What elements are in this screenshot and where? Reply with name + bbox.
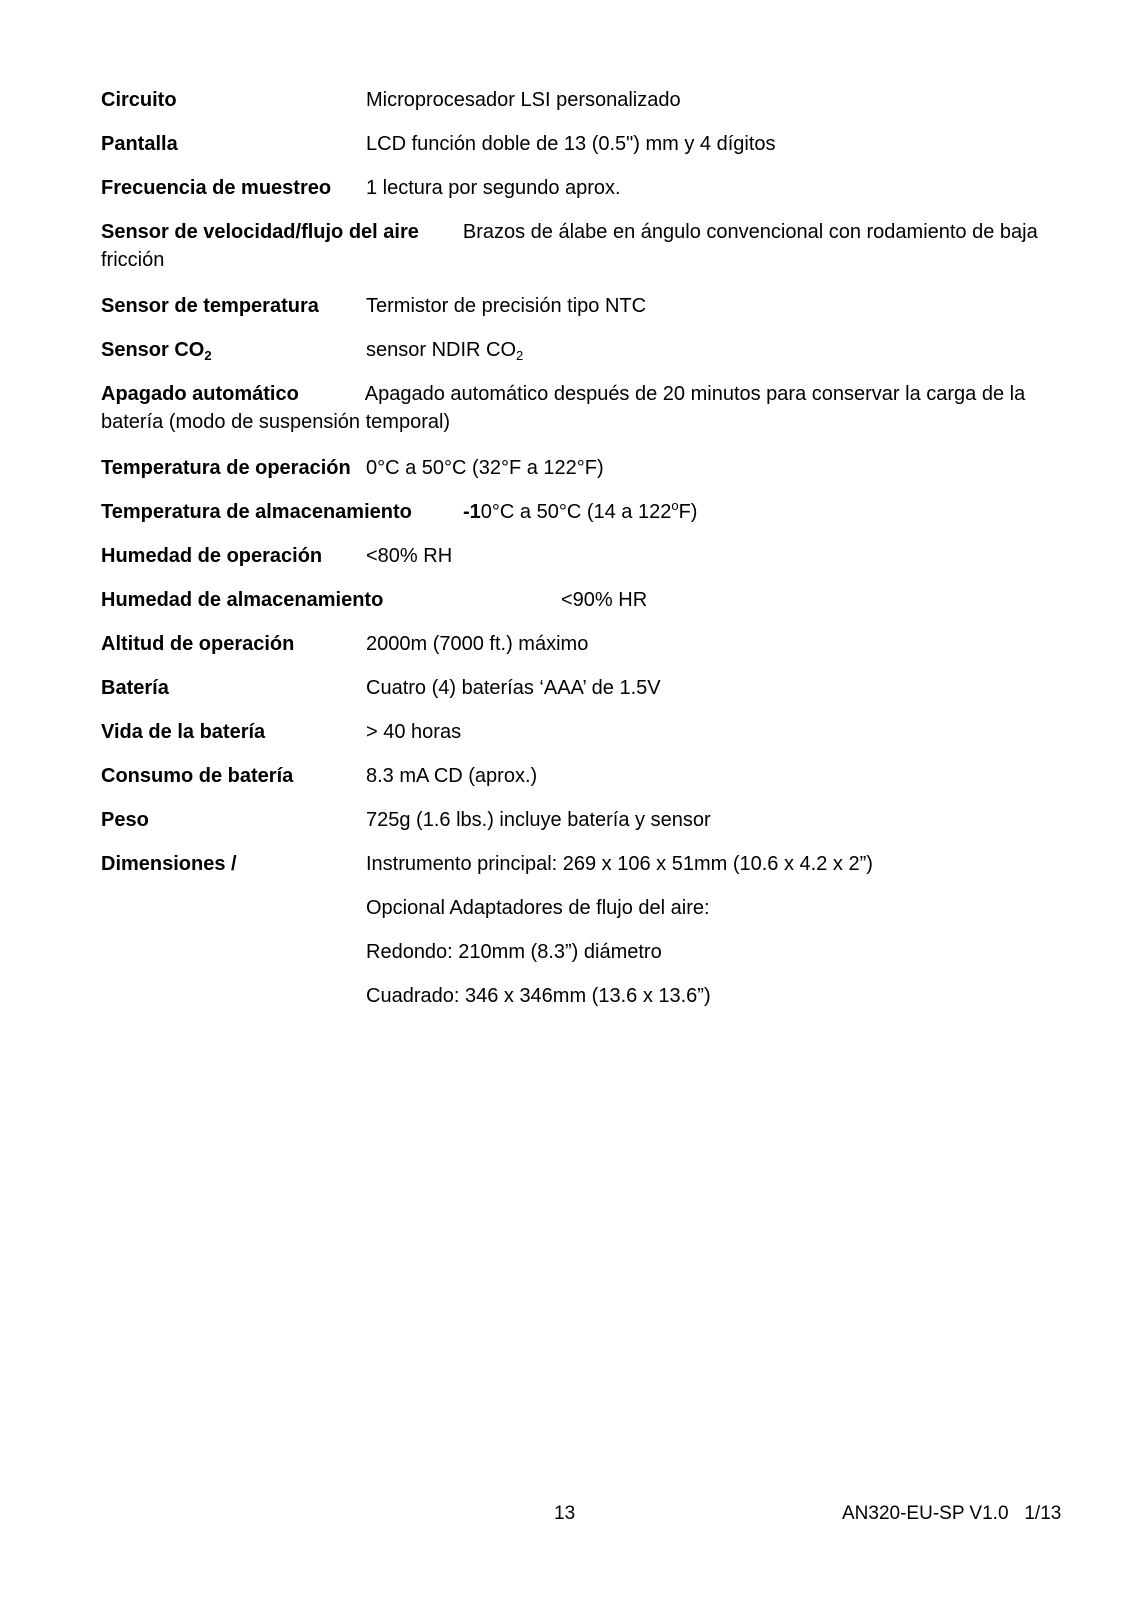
spec-label: Apagado automático xyxy=(101,383,299,405)
spec-value: <90% HR xyxy=(561,589,648,611)
spec-label: Peso xyxy=(101,809,149,831)
spec-row-sensor-co2 xyxy=(101,336,524,364)
spec-label: Frecuencia de muestreo xyxy=(101,177,332,199)
spec-label: Altitud de operación xyxy=(101,633,295,655)
spec-row-pantalla xyxy=(101,130,776,158)
spec-row-humedad-almacenamiento xyxy=(101,586,648,614)
spec-value-continuation: Cuadrado: 346 x 346mm (13.6 x 13.6”) xyxy=(366,985,711,1007)
spec-label: Temperatura de almacenamiento xyxy=(101,501,412,523)
spec-label: Batería xyxy=(101,677,169,699)
spec-value: Instrumento principal: 269 x 106 x 51mm (10.6 x 4.2 x 2”) xyxy=(366,853,873,875)
document-id: AN320-EU-SP V1.0 1/13 xyxy=(842,1503,1062,1524)
spec-label: Consumo de batería xyxy=(101,765,294,787)
spec-row-dimensiones xyxy=(101,850,873,878)
spec-row-sensor-temperatura xyxy=(101,292,647,320)
spec-row-vida-bateria xyxy=(101,718,462,746)
spec-value-continuation: Redondo: 210mm (8.3”) diámetro xyxy=(366,941,662,963)
spec-value: > 40 horas xyxy=(366,721,462,743)
spec-row-peso xyxy=(101,806,711,834)
spec-row-apagado xyxy=(101,380,1051,436)
spec-value: Apagado automático después de 20 minutos para conservar la carga de la batería (modo de suspensión temporal) xyxy=(101,383,1026,433)
spec-value: Termistor de precisión tipo NTC xyxy=(366,295,647,317)
spec-row-circuito xyxy=(101,86,681,114)
spec-value: 8.3 mA CD (aprox.) xyxy=(366,765,538,787)
spec-value: -10°C a 50°C (14 a 122$^o$F) xyxy=(463,498,698,523)
spec-value: 0°C a 50°C (32°F a 122°F) xyxy=(366,457,604,479)
spec-value: Brazos de álabe en ángulo convencional con rodamiento de baja fricción xyxy=(101,221,1038,271)
spec-value: Cuatro (4) baterías ‘AAA’ de 1.5V xyxy=(366,677,661,699)
spec-value-continuation: Opcional Adaptadores de flujo del aire: xyxy=(366,897,710,919)
spec-row-sensor-velocidad xyxy=(101,218,1051,274)
spec-label: Circuito xyxy=(101,89,177,111)
spec-label: Humedad de operación xyxy=(101,545,323,567)
spec-row-frecuencia xyxy=(101,174,621,202)
spec-value: <80% RH xyxy=(366,545,453,567)
spec-label: Pantalla xyxy=(101,133,178,155)
spec-row-altitud xyxy=(101,630,589,658)
spec-label: Sensor de velocidad/flujo del aire xyxy=(101,221,419,243)
spec-label: Dimensiones / xyxy=(101,853,237,875)
spec-row-bateria xyxy=(101,674,661,702)
spec-row-humedad-operacion xyxy=(101,542,453,570)
page-number: 13 xyxy=(554,1503,576,1524)
spec-value: sensor NDIR $CO_2$ xyxy=(366,339,524,363)
spec-label: Temperatura de operación xyxy=(101,457,351,479)
spec-row-temp-almacenamiento xyxy=(101,498,698,526)
spec-row-temp-operacion xyxy=(101,454,604,482)
spec-label: Sensor $CO_2$ xyxy=(101,339,212,363)
spec-value: 725g (1.6 lbs.) incluye batería y sensor xyxy=(366,809,711,831)
spec-row-consumo xyxy=(101,762,538,790)
spec-value: Microprocesador LSI personalizado xyxy=(366,89,681,111)
spec-label: Sensor de temperatura xyxy=(101,295,319,317)
spec-value: 2000m (7000 ft.) máximo xyxy=(366,633,589,655)
spec-value: 1 lectura por segundo aprox. xyxy=(366,177,621,199)
spec-label: Humedad de almacenamiento xyxy=(101,589,384,611)
spec-value: LCD función doble de 13 (0.5") mm y 4 dígitos xyxy=(366,133,776,155)
spec-label: Vida de la batería xyxy=(101,721,266,743)
